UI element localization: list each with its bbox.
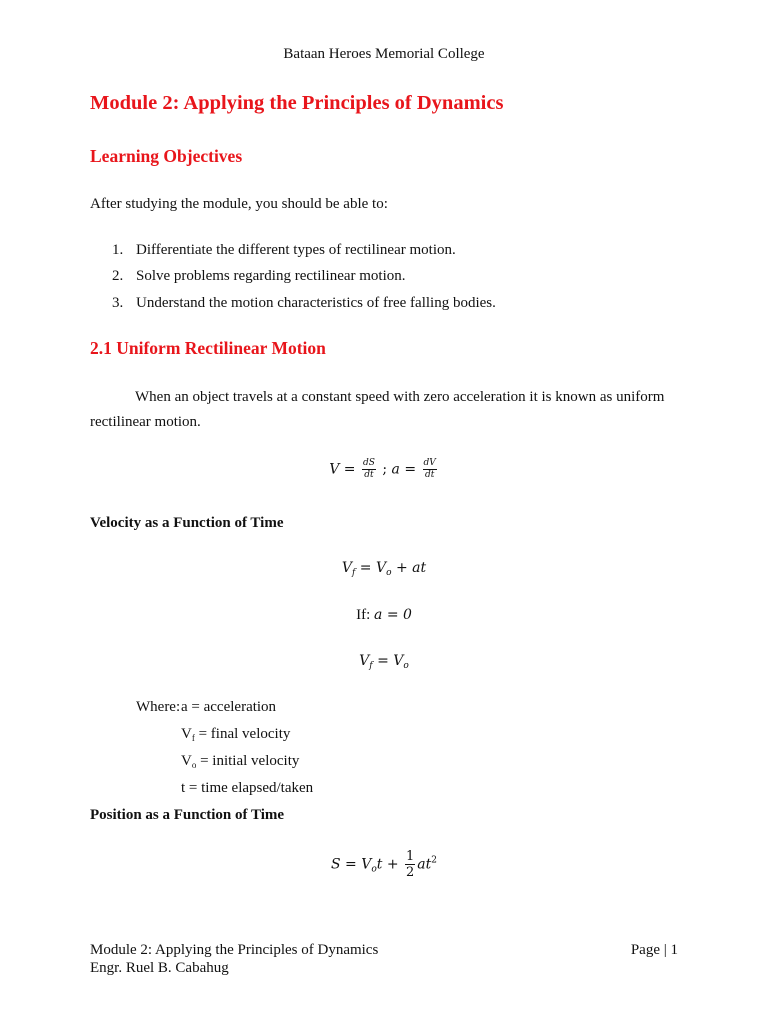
definition-symbol: V (181, 753, 192, 769)
equation-constant-velocity (0, 653, 768, 671)
fraction-denominator: 2 (406, 865, 415, 880)
condition-label: If: (356, 607, 375, 623)
definition-initial-velocity (181, 753, 299, 770)
position-heading: Position as a Function of Time (90, 807, 285, 823)
eq-symbol: V (361, 856, 372, 873)
module-title: Module 2: Applying the Principles of Dynamics (90, 92, 504, 114)
definition-time: t = time elapsed/taken (181, 780, 314, 796)
eq-symbol: V (341, 560, 352, 576)
velocity-heading: Velocity as a Function of Time (90, 515, 284, 531)
eq-symbol: a (391, 461, 400, 478)
eq-subscript: f (351, 568, 356, 578)
list-item-number: 3. (112, 295, 124, 311)
objectives-intro: After studying the module, you should be able to: (90, 196, 388, 212)
eq-operator: = (372, 653, 394, 669)
eq-operator: = (355, 560, 376, 576)
eq-term: at (417, 856, 432, 873)
definition-subscript: o (191, 760, 197, 770)
objectives-heading: Learning Objectives (90, 146, 243, 166)
eq-operator: = (399, 461, 421, 478)
list-item (112, 268, 406, 285)
section-paragraph (90, 389, 678, 431)
eq-separator: ; (377, 461, 392, 478)
eq-exponent: 2 (431, 855, 438, 866)
equation-position (0, 850, 768, 879)
eq-subscript: o (386, 568, 392, 578)
page-header: Bataan Heroes Memorial College (283, 46, 485, 62)
eq-symbol: V (359, 653, 370, 669)
paragraph-line-1: When an object travels at a constant speed with zero acceleration it is known as uniform (135, 389, 665, 405)
condition-expression: a = 0 (374, 607, 412, 623)
definition-text: = final velocity (194, 726, 291, 742)
definition-symbol: V (181, 726, 192, 742)
eq-subscript: o (371, 864, 377, 875)
definition-final-velocity (181, 726, 290, 743)
fraction-numerator: 1 (406, 849, 415, 864)
list-item (112, 242, 456, 259)
list-item-number: 1. (112, 242, 124, 258)
footer-page-number: Page | 1 (630, 942, 678, 958)
definition-acceleration: a = acceleration (181, 699, 277, 715)
eq-term: t + (376, 856, 404, 873)
list-item-text: Solve problems regarding rectilinear motion. (136, 268, 406, 284)
list-item-number: 2. (112, 268, 124, 284)
eq-term: + at (391, 560, 427, 576)
where-label: Where: (136, 699, 181, 715)
fraction-denominator: dt (424, 470, 435, 480)
section-heading: 2.1 Uniform Rectilinear Motion (90, 338, 326, 358)
paragraph-line-2: rectilinear motion. (90, 414, 201, 430)
list-item (112, 295, 496, 312)
eq-subscript: o (403, 661, 409, 671)
definition-subscript: f (191, 733, 195, 743)
list-item-text: Differentiate the different types of rectilinear motion. (136, 242, 456, 258)
eq-subscript: f (369, 661, 373, 671)
eq-operator: = (339, 461, 360, 478)
fraction-dv-dt (423, 459, 437, 480)
definition-text: = initial velocity (196, 753, 300, 769)
condition-line (0, 607, 768, 624)
footer-author: Engr. Ruel B. Cabahug (90, 960, 229, 976)
eq-term: S = (330, 856, 362, 873)
equation-final-velocity (0, 560, 768, 578)
fraction-ds-dt (362, 459, 376, 480)
equation-velocity-acceleration-definition (0, 459, 768, 480)
fraction-denominator: dt (364, 470, 374, 480)
footer-module-title: Module 2: Applying the Principles of Dynamics (90, 942, 379, 958)
fraction-numerator: dV (423, 458, 436, 468)
eq-symbol: V (393, 653, 404, 669)
fraction-numerator: dS (362, 458, 375, 468)
fraction-one-half (405, 850, 415, 879)
eq-symbol: V (329, 461, 340, 478)
eq-symbol: V (375, 560, 387, 576)
list-item-text: Understand the motion characteristics of free falling bodies. (136, 295, 496, 311)
